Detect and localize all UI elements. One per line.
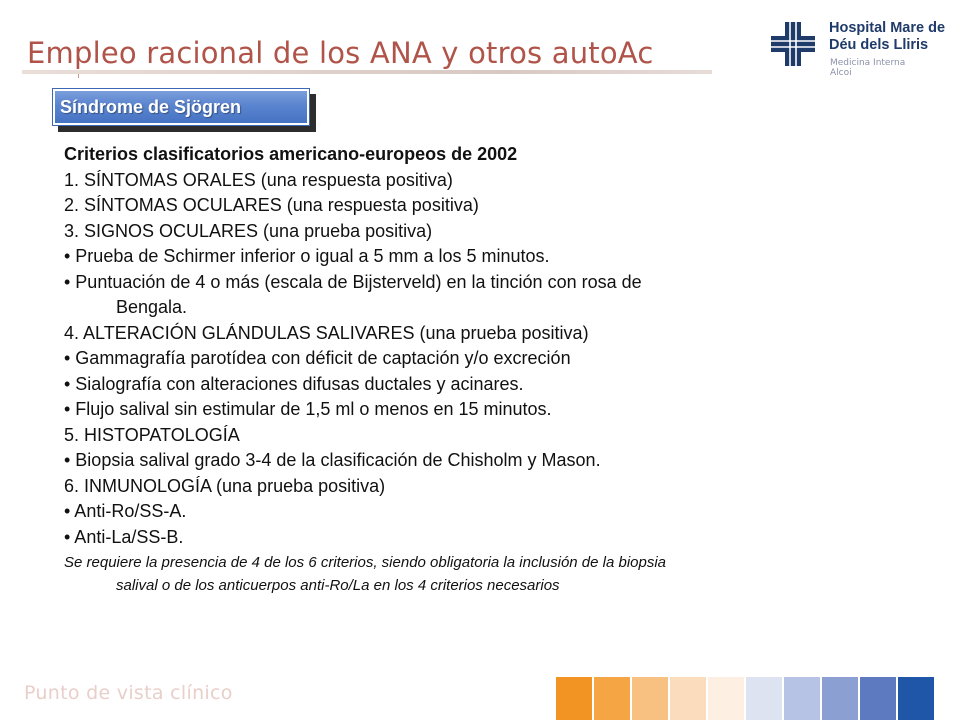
hospital-department-line2: Alcoi xyxy=(830,68,852,78)
color-swatch xyxy=(594,677,630,720)
criteria-note-line1: Se requiere la presencia de 4 de los 6 criterios, siendo obligatoria la inclusión de la biopsia xyxy=(64,554,667,571)
hospital-name xyxy=(829,20,945,54)
title-underline xyxy=(22,70,712,74)
color-swatch xyxy=(822,677,858,720)
color-swatch xyxy=(784,677,820,720)
section-label: Síndrome de Sjögren xyxy=(60,96,242,117)
section-label-box xyxy=(52,88,310,126)
color-swatch xyxy=(746,677,782,720)
criteria-list xyxy=(64,142,934,596)
criteria-line: • Puntuación de 4 o más (escala de Bijsterveld) en la tinción con rosa de xyxy=(64,271,642,292)
criteria-line: 1. SÍNTOMAS ORALES (una respuesta positiva) xyxy=(64,169,453,190)
criteria-line: • Prueba de Schirmer inferior o igual a 5 mm a los 5 minutos. xyxy=(64,246,550,266)
slide-footer: Punto de vista clínico xyxy=(24,682,233,704)
criteria-line: 5. HISTOPATOLOGÍA xyxy=(64,424,240,445)
slide-title: Empleo racional de los ANA y otros autoAc xyxy=(27,36,654,70)
criteria-note-line2: salival o de los anticuerpos anti-Ro/La en los 4 criterios necesarios xyxy=(116,577,560,594)
criteria-line: 3. SIGNOS OCULARES (una prueba positiva) xyxy=(64,220,433,241)
criteria-line: • Sialografía con alteraciones difusas ductales y acinares. xyxy=(64,373,524,394)
criteria-line: • Anti-La/SS-B. xyxy=(64,526,184,547)
color-swatch xyxy=(670,677,706,720)
hospital-name-line1: Hospital Mare de xyxy=(829,20,946,36)
color-swatch-bar xyxy=(556,677,934,720)
criteria-line: • Gammagrafía parotídea con déficit de captación y/o excreción xyxy=(64,348,571,368)
hospital-name-line2: Déu dels Lliris xyxy=(829,37,929,53)
hospital-logo xyxy=(769,14,954,92)
hospital-department-line1: Medicina Interna xyxy=(830,58,906,68)
criteria-line: 2. SÍNTOMAS OCULARES (una respuesta positiva) xyxy=(64,195,479,215)
color-swatch xyxy=(556,677,592,720)
criteria-line-continuation: Bengala. xyxy=(116,297,188,317)
color-swatch xyxy=(898,677,934,720)
color-swatch xyxy=(860,677,896,720)
criteria-heading: Criterios clasificatorios americano-europeos de 2002 xyxy=(64,144,518,164)
criteria-line: • Anti-Ro/SS-A. xyxy=(64,501,187,521)
criteria-line: 6. INMUNOLOGÍA (una prueba positiva) xyxy=(64,475,386,496)
criteria-line: 4. ALTERACIÓN GLÁNDULAS SALIVARES (una prueba positiva) xyxy=(64,322,589,343)
criteria-line: • Biopsia salival grado 3-4 de la clasificación de Chisholm y Mason. xyxy=(64,450,601,470)
color-swatch xyxy=(632,677,668,720)
title-underline-tick xyxy=(78,74,79,78)
color-swatch xyxy=(708,677,744,720)
criteria-line: • Flujo salival sin estimular de 1,5 ml o menos en 15 minutos. xyxy=(64,399,552,419)
hospital-department xyxy=(830,58,905,78)
hospital-cross-icon xyxy=(769,20,817,68)
